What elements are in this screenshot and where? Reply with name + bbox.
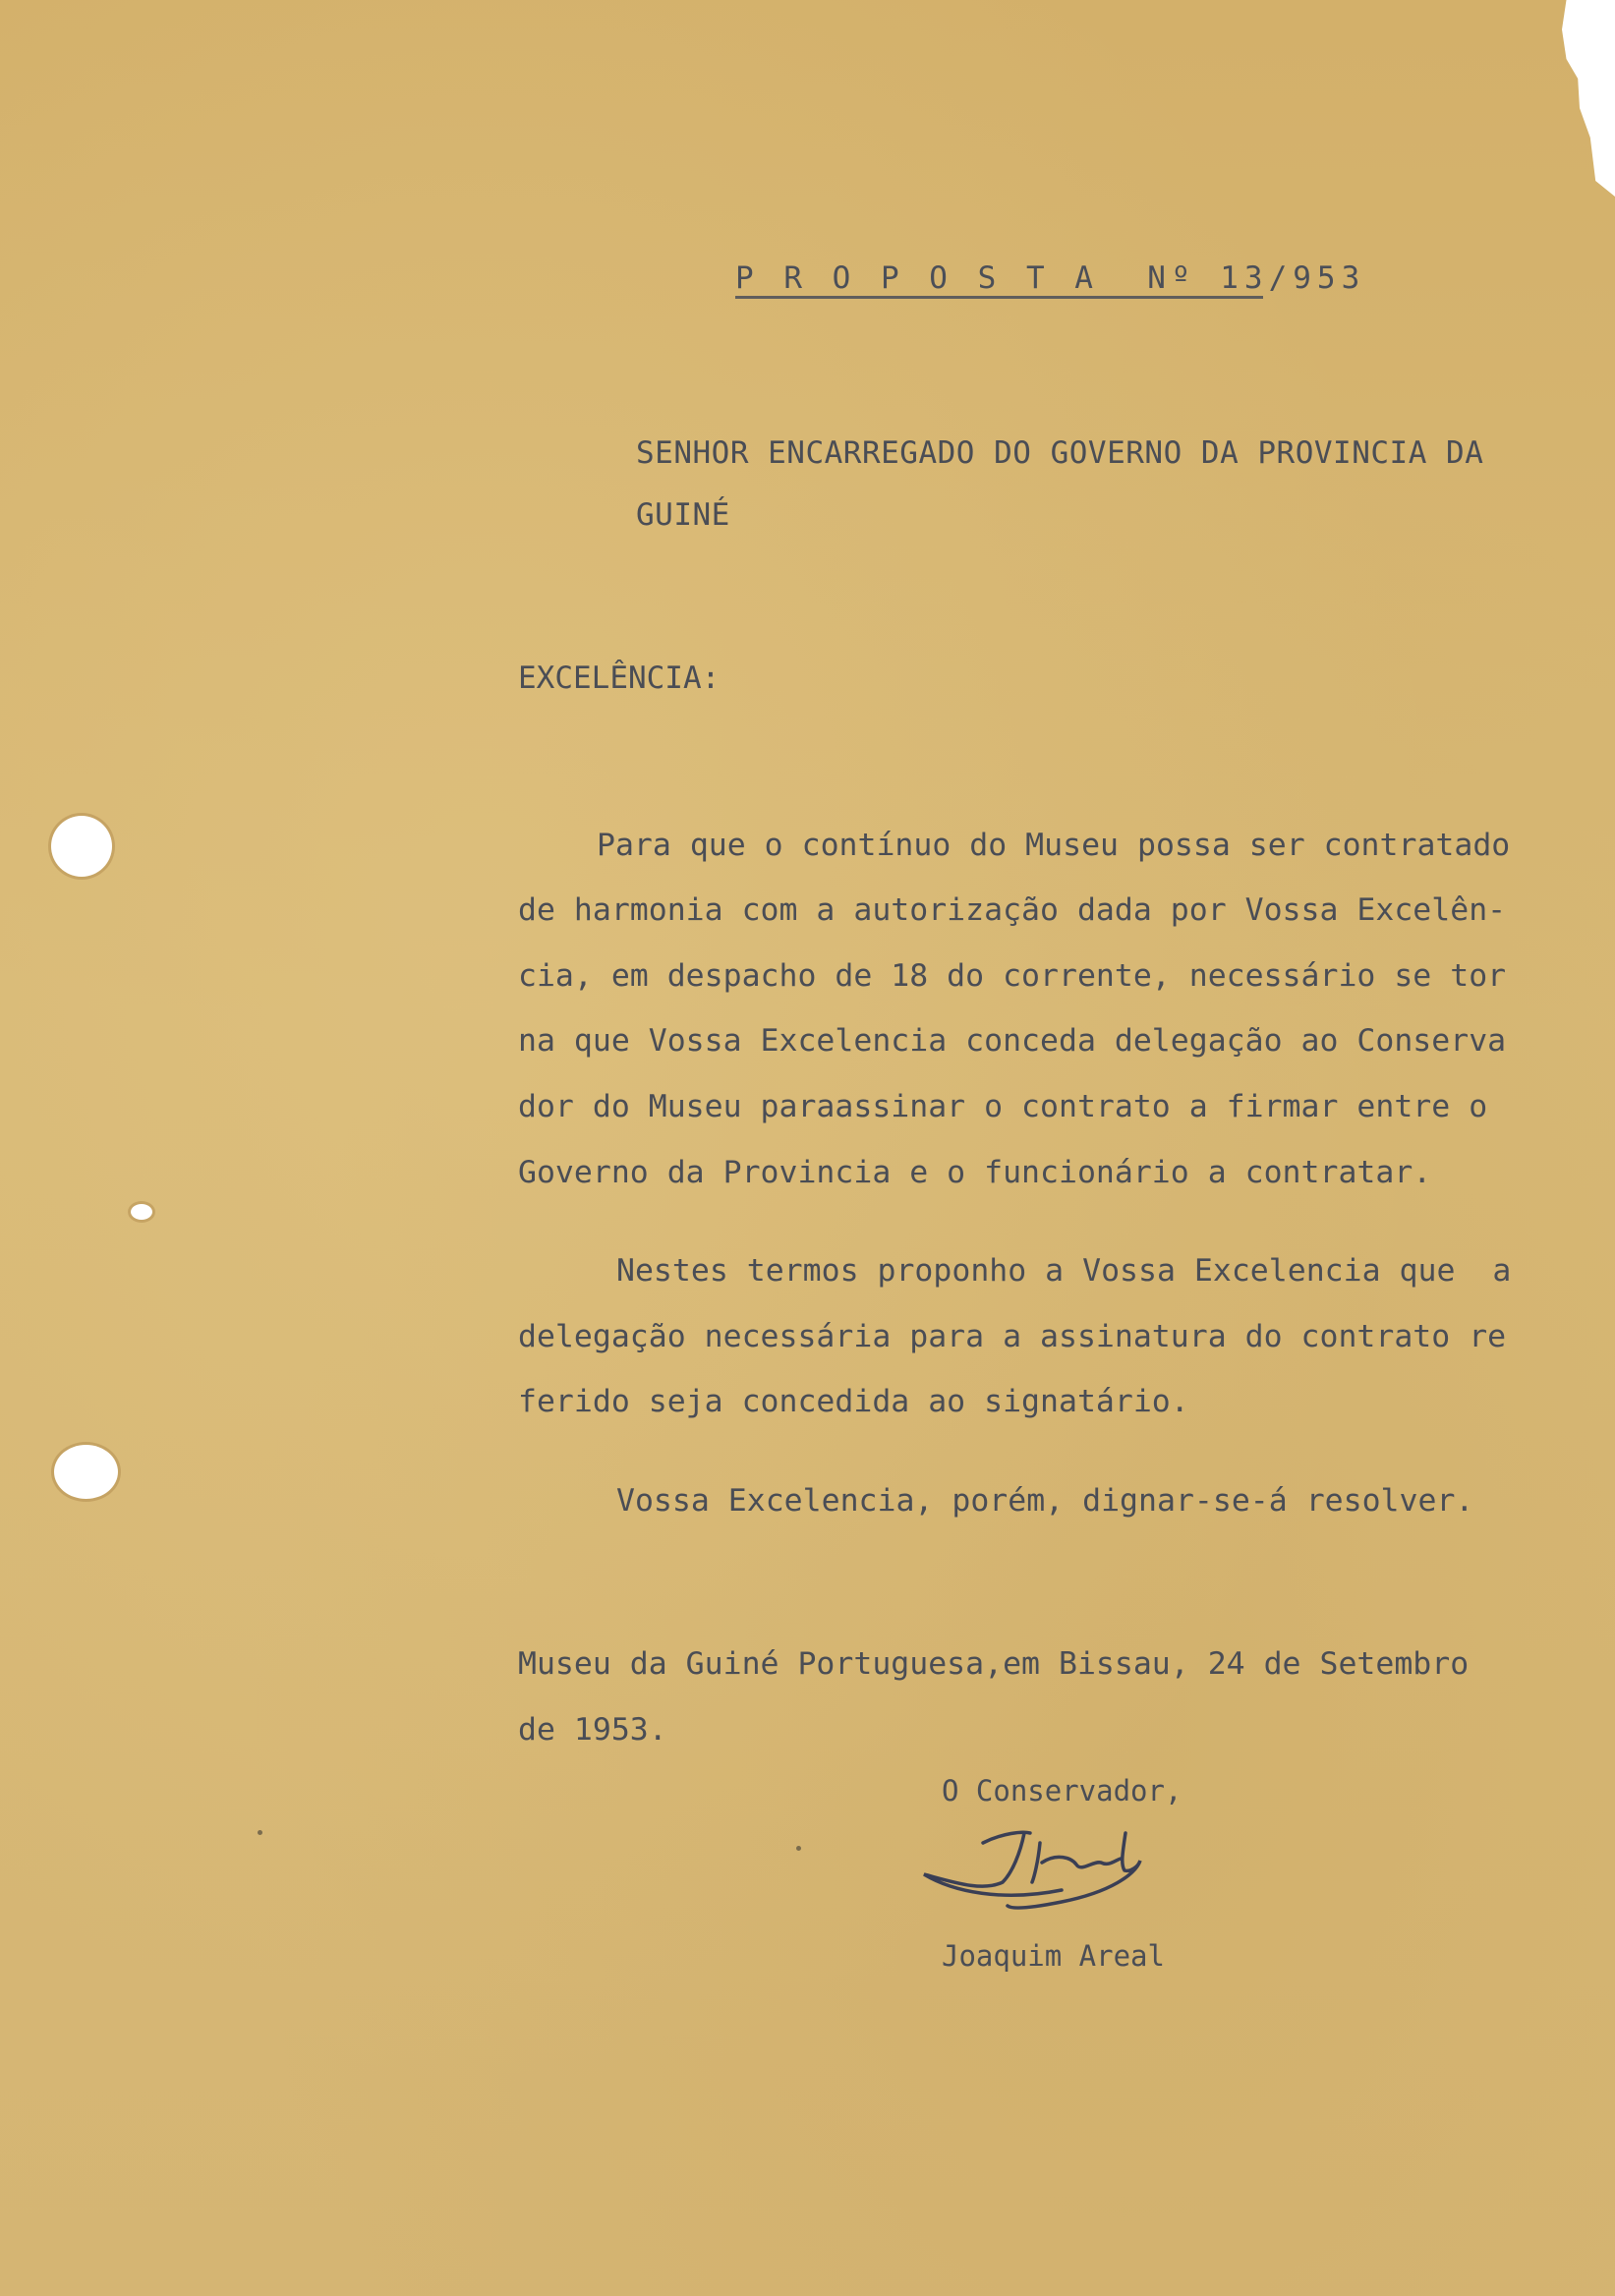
handwritten-signature <box>914 1804 1209 1922</box>
paragraph-2-line-3: ferido seja concedida ao signatário. <box>518 1384 1189 1419</box>
paragraph-1-line-4: na que Vossa Excelencia conceda delegação ao Conserva <box>518 1023 1507 1059</box>
document-title: P R O P O S T A Nº 13/953 <box>735 260 1366 296</box>
paragraph-3: Vossa Excelencia, porém, dignar-se-á resolver. <box>616 1483 1474 1519</box>
addressee-line-2: GUINÉ <box>636 497 730 533</box>
paragraph-1-line-1: Para que o contínuo do Museu possa ser contratado <box>597 828 1511 863</box>
signatory-name: Joaquim Areal <box>942 1939 1165 1973</box>
paragraph-1-line-3: cia, em despacho de 18 do corrente, necessário se tor <box>518 958 1507 994</box>
paragraph-2-line-2: delegação necessária para a assinatura do contrato re <box>518 1319 1507 1354</box>
place-date-line-1: Museu da Guiné Portuguesa,em Bissau, 24 de Setembro <box>518 1646 1470 1682</box>
paragraph-1-line-5: dor do Museu paraassinar o contrato a firmar entre o <box>518 1089 1488 1124</box>
place-date-line-2: de 1953. <box>518 1712 667 1748</box>
torn-corner <box>1527 0 1615 197</box>
ink-speck <box>796 1846 801 1851</box>
closing-role: O Conservador, <box>942 1774 1182 1808</box>
punch-hole-middle <box>131 1204 152 1220</box>
addressee-line-1: SENHOR ENCARREGADO DO GOVERNO DA PROVINCIA DA <box>636 435 1484 471</box>
salutation: EXCELÊNCIA: <box>518 660 721 696</box>
paragraph-2-line-1: Nestes termos proponho a Vossa Excelencia que a <box>616 1253 1512 1289</box>
punch-hole-bottom <box>54 1445 118 1499</box>
paragraph-1-line-2: de harmonia com a autorização dada por Vossa Excelên- <box>518 892 1507 928</box>
title-underline <box>735 296 1263 299</box>
paragraph-1-line-6: Governo da Provincia e o funcionário a contratar. <box>518 1155 1432 1190</box>
punch-hole-top <box>51 816 112 877</box>
ink-speck <box>258 1830 262 1835</box>
